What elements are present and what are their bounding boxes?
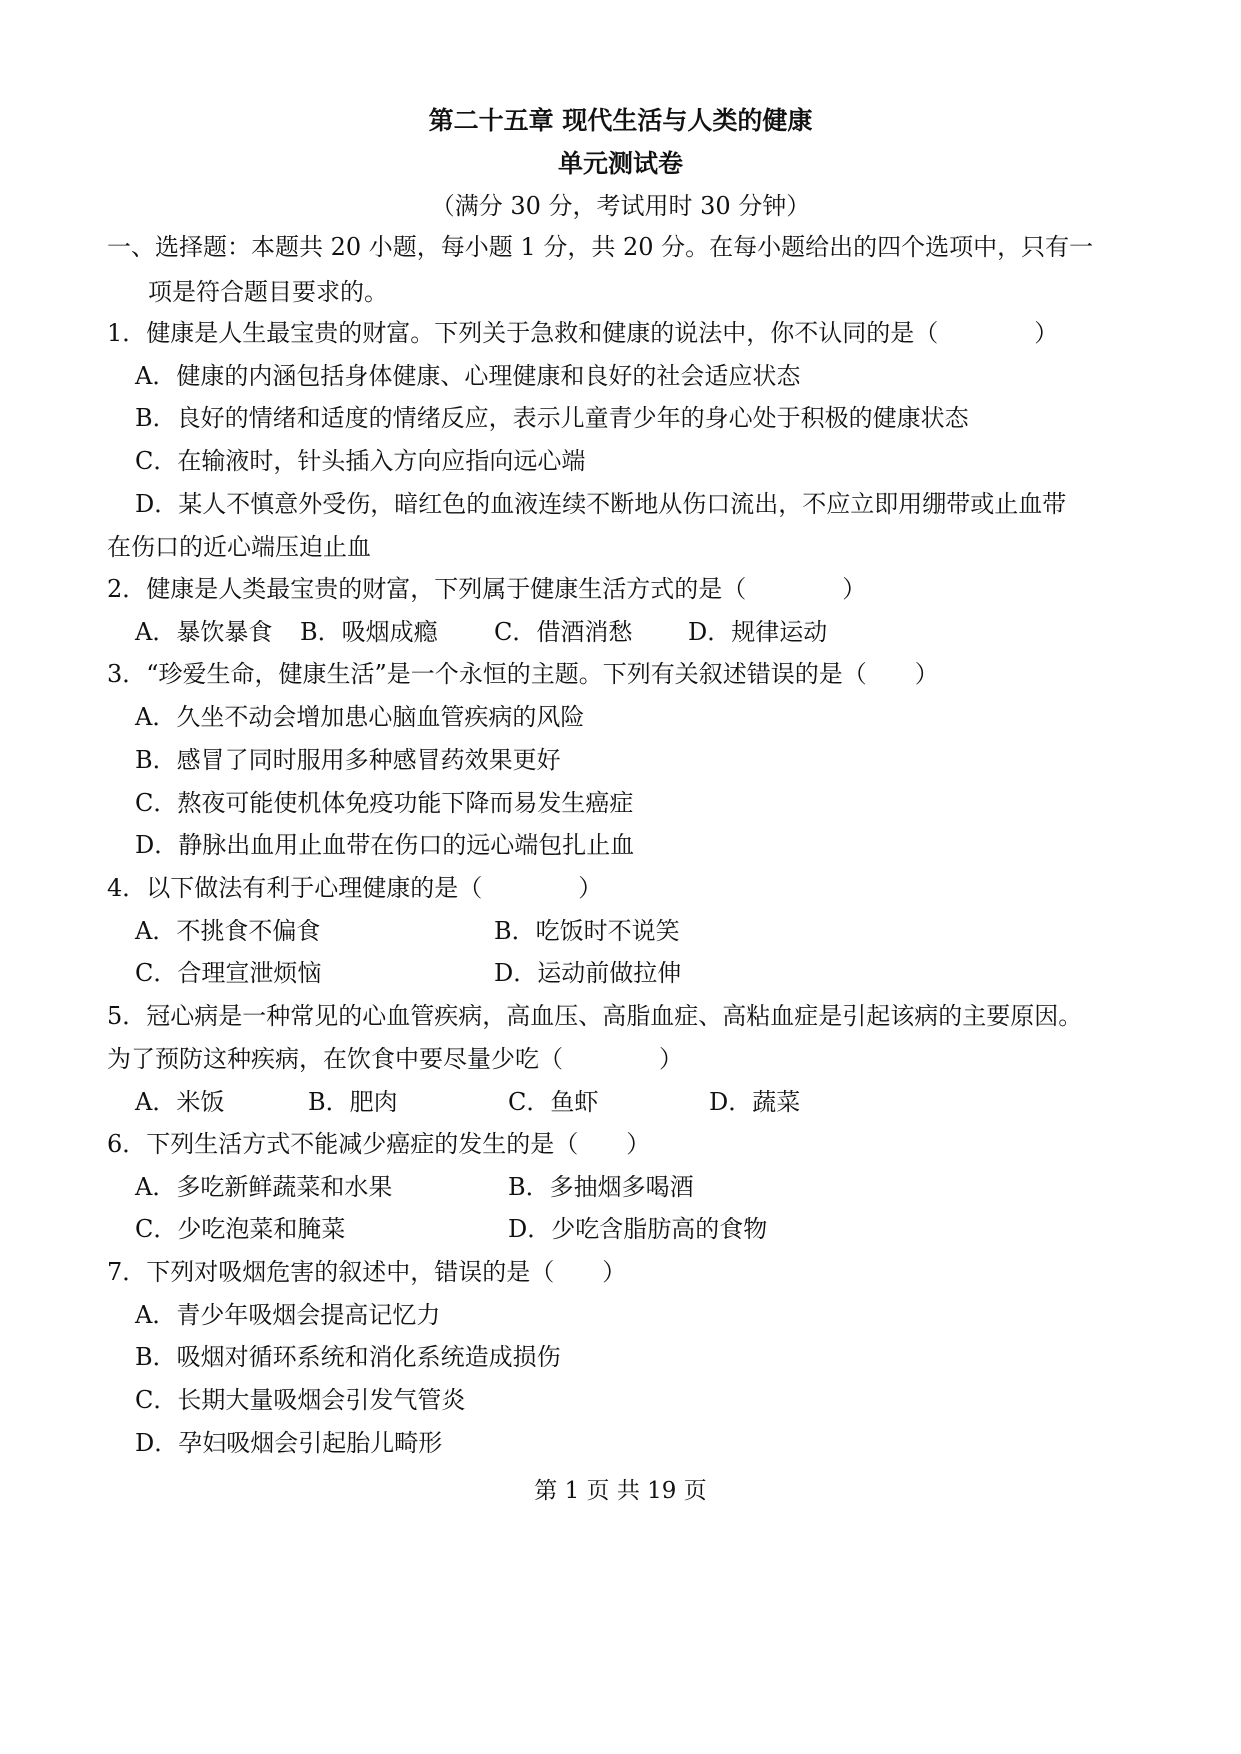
question-1-option-a: A．健康的内涵包括身体健康、心理健康和良好的社会适应状态 (135, 362, 801, 390)
question-5-option-d: D．蔬菜 (709, 1088, 801, 1116)
question-4-option-c: C．合理宣泄烦恼 (135, 959, 322, 987)
chapter-title: 第二十五章 现代生活与人类的健康 (428, 106, 813, 135)
question-4-option-a: A．不挑食不偏食 (135, 917, 321, 945)
question-6-option-a: A．多吃新鲜蔬菜和水果 (135, 1173, 393, 1201)
question-2-option-a: A．暴饮暴食 (135, 618, 273, 646)
question-7-option-c: C．长期大量吸烟会引发气管炎 (135, 1386, 466, 1414)
question-6-option-c: C．少吃泡菜和腌菜 (135, 1215, 346, 1243)
question-6-stem: 6．下列生活方式不能减少癌症的发生的是（ ） (107, 1130, 651, 1158)
question-3-option-b: B．感冒了同时服用多种感冒药效果更好 (135, 746, 561, 774)
section-heading-cont: 项是符合题目要求的。 (148, 278, 388, 306)
score-note: （满分 30 分，考试用时 30 分钟） (430, 192, 811, 220)
question-1-option-c: C．在输液时，针头插入方向应指向远心端 (135, 447, 586, 475)
question-4-stem: 4．以下做法有利于心理健康的是（ ） (107, 874, 603, 902)
question-1-option-b: B．良好的情绪和适度的情绪反应，表示儿童青少年的身心处于积极的健康状态 (135, 404, 969, 432)
exam-subtitle: 单元测试卷 (557, 149, 683, 178)
question-4-option-d: D．运动前做拉伸 (494, 959, 682, 987)
question-5-stem-cont: 为了预防这种疾病，在饮食中要尽量少吃（ ） (107, 1045, 683, 1073)
question-6-option-b: B．多抽烟多喝酒 (508, 1173, 694, 1201)
question-5-option-b: B．肥肉 (308, 1088, 398, 1116)
question-2-stem: 2．健康是人类最宝贵的财富，下列属于健康生活方式的是（ ） (107, 575, 867, 603)
question-7-stem: 7．下列对吸烟危害的叙述中，错误的是（ ） (107, 1258, 627, 1286)
question-3-stem: 3．“珍爱生命，健康生活”是一个永恒的主题。下列有关叙述错误的是（ ） (107, 660, 939, 688)
question-2-option-d: D．规律运动 (688, 618, 828, 646)
question-4-option-b: B．吃饭时不说笑 (494, 917, 680, 945)
question-1-stem: 1．健康是人生最宝贵的财富。下列关于急救和健康的说法中，你不认同的是（ ） (107, 319, 1059, 347)
question-5-option-a: A．米饭 (135, 1088, 225, 1116)
question-5-option-c: C．鱼虾 (508, 1088, 599, 1116)
section-heading: 一、选择题：本题共 20 小题，每小题 1 分，共 20 分。在每小题给出的四个选项中，只有一 (107, 233, 1094, 261)
question-3-option-d: D．静脉出血用止血带在伤口的远心端包扎止血 (135, 831, 635, 859)
question-2-option-c: C．借酒消愁 (494, 618, 633, 646)
question-7-option-a: A．青少年吸烟会提高记忆力 (135, 1301, 441, 1329)
question-1-option-d: D．某人不慎意外受伤，暗红色的血液连续不断地从伤口流出，不应立即用绷带或止血带 (135, 490, 1067, 518)
question-7-option-d: D．孕妇吸烟会引起胎儿畸形 (135, 1429, 443, 1457)
question-3-option-a: A．久坐不动会增加患心脑血管疾病的风险 (135, 703, 585, 731)
question-2-option-b: B．吸烟成瘾 (300, 618, 438, 646)
question-7-option-b: B．吸烟对循环系统和消化系统造成损伤 (135, 1343, 561, 1371)
question-6-option-d: D．少吃含脂肪高的食物 (508, 1215, 768, 1243)
question-3-option-c: C．熬夜可能使机体免疫功能下降而易发生癌症 (135, 789, 634, 817)
page-indicator: 第 1 页 共 19 页 (534, 1478, 707, 1504)
question-1-option-d-cont: 在伤口的近心端压迫止血 (107, 533, 371, 561)
question-5-stem: 5．冠心病是一种常见的心血管疾病，高血压、高脂血症、高粘血症是引起该病的主要原因。 (107, 1002, 1083, 1030)
